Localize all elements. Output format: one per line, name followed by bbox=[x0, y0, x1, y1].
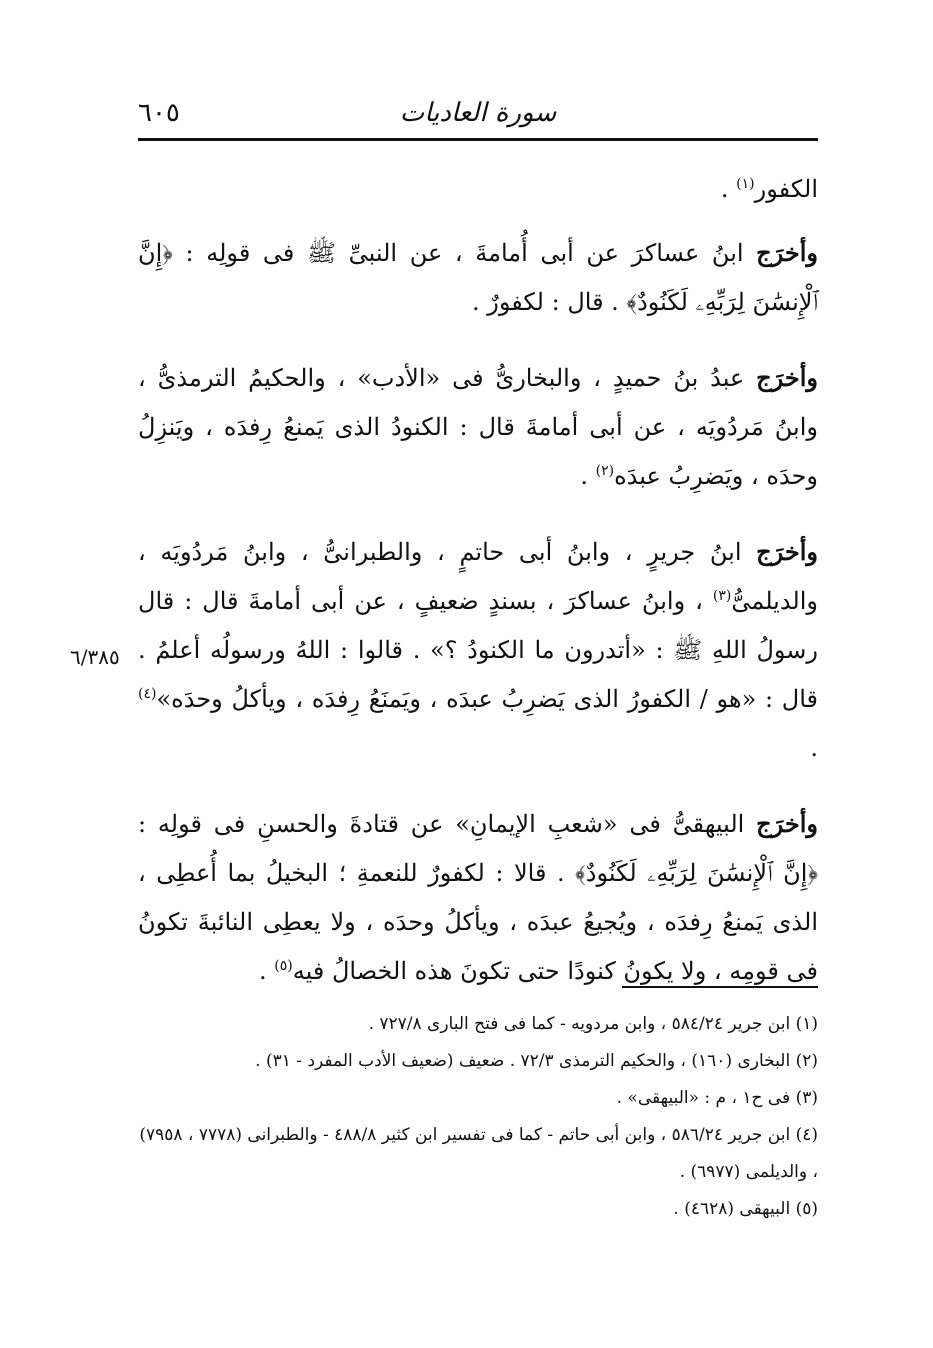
header-rule bbox=[138, 138, 818, 141]
paragraph-lead: وأخرَج bbox=[756, 809, 818, 838]
footnote-marker: (٥) bbox=[274, 958, 293, 974]
footnote-marker: (٢) bbox=[595, 463, 615, 479]
footnote-5: (٥) البيهقى (٤٦٢٨) . bbox=[673, 1199, 818, 1219]
footnote-rule bbox=[622, 986, 818, 988]
paragraph-text: ابنُ عساكرَ عن أبى أُمامةَ ، عن النبىِّ ﷺ فى قولِه : ﴿إِنَّ ٱلْإِنسَٰنَ لِرَبِّهِۦ لَكَنُودٌ﴾ . قال : لكفورٌ . bbox=[138, 239, 818, 316]
paragraph-lead: وأخرَج bbox=[756, 537, 818, 566]
paragraph-5 bbox=[138, 799, 818, 996]
paragraph-1 bbox=[138, 165, 818, 214]
paragraph-tail: ، وابنُ عساكرَ ، بسندٍ ضعيفٍ ، عن أبى أمامةَ قال : قال رسولُ اللهِ ﷺ : «أتدرون ما الكنودُ ؟» . قالوا : اللهُ ورسولُه أعلمُ . قال : «هو / الكفورُ الذى يَضرِبُ عبدَه ، ويَمنَعُ رِفدَه ، ويأكلُ وحدَه» bbox=[138, 587, 818, 713]
main-text bbox=[138, 165, 818, 1022]
paragraph-tail: . bbox=[259, 957, 275, 985]
footnote-marker: (١) bbox=[736, 176, 755, 192]
paragraph-tail: . bbox=[580, 462, 596, 490]
paragraph-text: البيهقىُّ فى «شعبِ الإيمانِ» عن قتادةَ والحسنِ فى قولِه : ﴿إِنَّ ٱلْإِنسَٰنَ لِرَبِّهِۦ لَكَنُودٌ﴾ . قالا : لكفورٌ للنعمةِ ؛ البخيلُ بما أُعطِى ، الذى يَمنعُ رِفدَه ، ويُجيعُ عبدَه ، ويأكلُ وحدَه ، ولا يعطِى النائبةَ تكونُ فى قومِه ، ولا يكونُ كنودًا حتى تكونَ هذه الخصالُ فيه bbox=[138, 810, 818, 985]
margin-reference: ٦/٣٨٥ bbox=[70, 645, 120, 669]
paragraph-text: عبدُ بنُ حميدٍ ، والبخارىُّ فى «الأدب» ، والحكيمُ الترمذىُّ ، وابنُ مَردُويَه ، عن أبى أمامةَ قال : الكنودُ الذى يَمنعُ رِفدَه ، ويَنزِلُ وحدَه ، ويَضرِبُ عبدَه bbox=[138, 364, 818, 490]
paragraph-4 bbox=[138, 527, 818, 773]
paragraph-tail: . bbox=[720, 175, 737, 203]
footnote-2: (٢) البخارى (١٦٠) ، والحكيم الترمذى ٧٢/٣ . ضعيف (ضعيف الأدب المفرد - ٣١) . bbox=[255, 1051, 818, 1071]
paragraph-text: الكفور bbox=[754, 175, 818, 203]
footnote-marker: (٣) bbox=[712, 588, 732, 604]
footnotes bbox=[138, 1006, 818, 1228]
footnote-4: (٤) ابن جرير ٥٨٦/٢٤ ، وابن أبى حاتم - كما فى تفسير ابن كثير ٤٨٨/٨ - والطبرانى (٧٧٧٨ ، ٧٩٥٨) ، والديلمى (٦٩٧٧) . bbox=[139, 1125, 818, 1182]
paragraph-lead: وأخرَج bbox=[756, 238, 818, 267]
footnote-1: (١) ابن جرير ٥٨٤/٢٤ ، وابن مردويه - كما فى فتح البارى ٧٢٧/٨ . bbox=[368, 1014, 818, 1034]
page-header bbox=[138, 88, 818, 138]
paragraph-2 bbox=[138, 228, 818, 327]
paragraph-3 bbox=[138, 353, 818, 501]
footnote-marker: (٤) bbox=[138, 686, 157, 702]
footnote-3: (٣) فى ح١ ، م : «البيهقى» . bbox=[616, 1088, 818, 1108]
paragraph-text: ابنُ جريرٍ ، وابنُ أبى حاتمٍ ، والطبرانىُّ ، وابنُ مَردُويَه ، والديلمىُّ bbox=[138, 538, 818, 615]
paragraph-tail: . bbox=[810, 734, 818, 762]
page-number: ٦٠٥ bbox=[138, 98, 180, 128]
running-title: سورة العاديات bbox=[399, 98, 557, 128]
paragraph-lead: وأخرَج bbox=[756, 363, 818, 392]
